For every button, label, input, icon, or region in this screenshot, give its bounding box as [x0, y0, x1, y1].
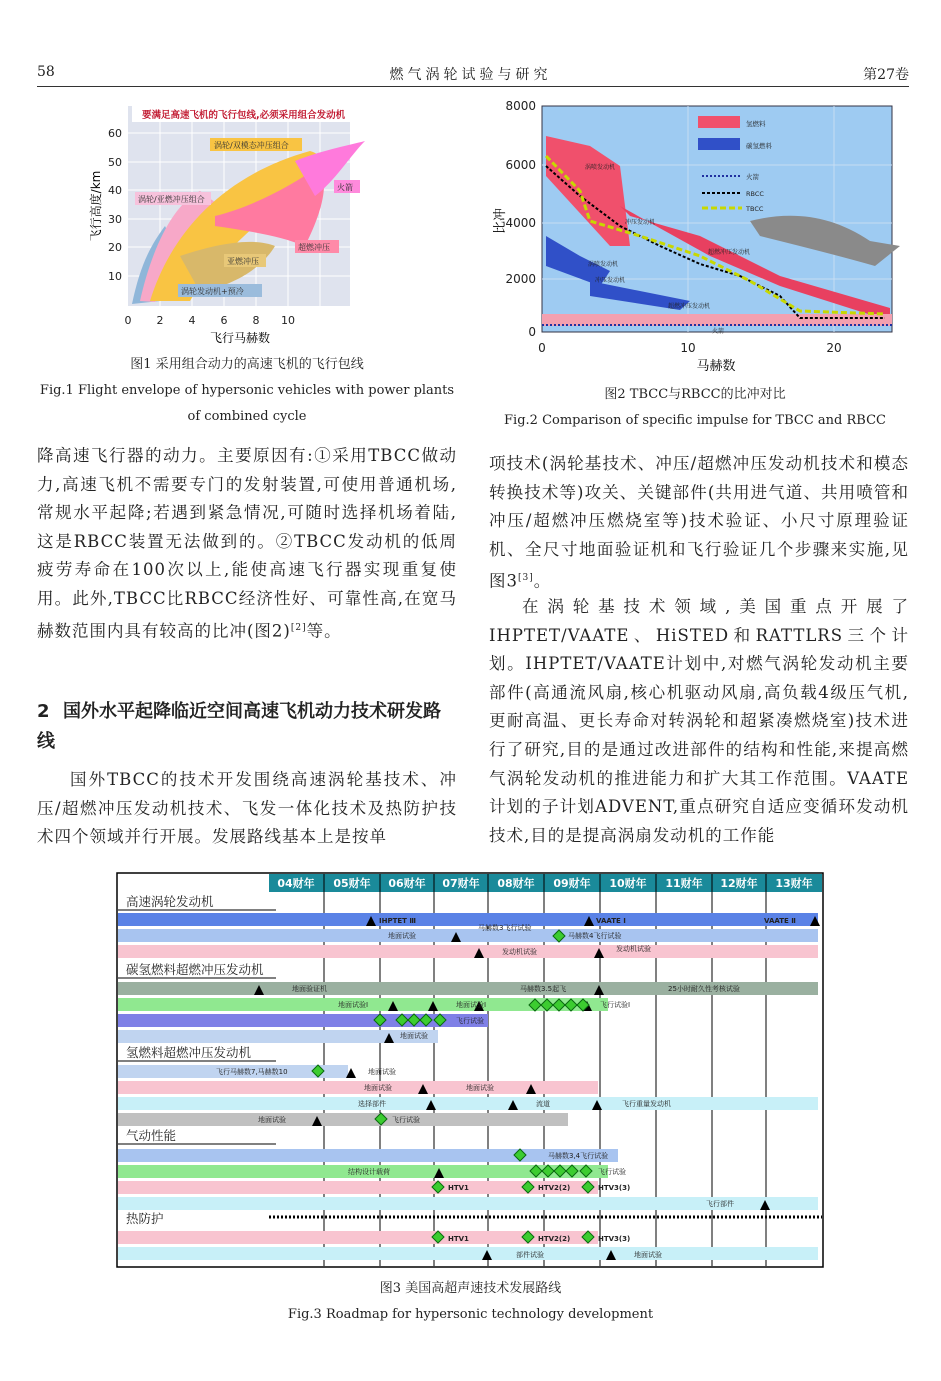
fig3-year: 11财年 — [665, 877, 703, 890]
fig2-legend-label: 火箭 — [746, 173, 759, 181]
fig1-ytick: 40 — [108, 184, 122, 197]
fig3-mach4: 马赫数4飞行试验 — [568, 932, 622, 940]
fig2-caption-cn: 图2 TBCC与RBCC的比冲对比 — [604, 387, 786, 402]
fig3-group-turbine: 高速涡轮发动机 — [126, 894, 214, 909]
fig3-year: 07财年 — [442, 877, 480, 890]
journal-title: 燃气涡轮试验与研究 — [389, 67, 552, 83]
fig3-dur25: 25小时耐久性考核试验 — [668, 985, 740, 993]
fig3-row-rattlrs — [118, 929, 818, 942]
fig3-mach34: 马赫数3,4飞行试验 — [548, 1152, 609, 1160]
fig1-label-precool: 涡轮发动机+预冷 — [181, 287, 244, 296]
fig3-sel-parts: 选择部件 — [358, 1100, 386, 1108]
fig1-ylabel: 飞行高度/km — [89, 170, 103, 242]
fig3-htv2: HTV2(2) — [538, 1184, 571, 1192]
fig1-xtick: 8 — [252, 314, 260, 327]
fig3-ground-t1: 地面试验Ⅰ — [338, 1001, 369, 1009]
fig3-htv2b: HTV2(2) — [538, 1235, 571, 1243]
fig3-flight-m7: 飞行马赫数7,马赫数10 — [216, 1068, 288, 1076]
fig1-xtick: 6 — [220, 314, 228, 327]
fig2-legend-label: RBCC — [746, 190, 764, 198]
fig3-flight-t1: 飞行试验Ⅰ — [600, 1001, 631, 1009]
fig1-ytick: 50 — [108, 156, 122, 169]
volume-label: 第27卷 — [863, 67, 909, 83]
fig2-label-turbojet2: 涡喷发动机 — [588, 261, 619, 268]
fig3-htv3: HTV3(3) — [598, 1184, 631, 1192]
left-p1-end: 等。 — [306, 621, 342, 641]
page-number: 58 — [37, 64, 55, 80]
fig3-ground-t4: 地面试验 — [466, 1084, 494, 1092]
fig1-xtick: 0 — [124, 314, 132, 327]
fig2-legend-label: TBCC — [746, 205, 764, 213]
fig2-label-ramjet2: 冲压发动机 — [595, 277, 626, 284]
fig3-flight-t: 飞行试验 — [456, 1017, 484, 1025]
fig2-xtick: 10 — [680, 341, 696, 355]
fig3-ground1: 地面试验 — [388, 932, 416, 940]
fig3-row-aero-1 — [118, 1149, 618, 1162]
fig3-year: 12财年 — [720, 877, 758, 890]
fig3-group-hc-scram: 碳氢燃料超燃冲压发动机 — [126, 962, 264, 977]
fig1-label-scram: 超燃冲压 — [298, 243, 330, 252]
fig3-ground-t2: 地面试验 — [368, 1068, 396, 1076]
fig1-label-rocket: 火箭 — [337, 183, 353, 192]
fig2-ytick: 0 — [528, 325, 536, 339]
fig2-legend-hc — [698, 138, 740, 150]
fig1-xticks — [125, 314, 296, 327]
fig3-flight-heavy: 飞行重量发动机 — [622, 1100, 671, 1108]
fig2-label-ramjet: 冲压发动机 — [625, 219, 656, 226]
fig1-flight-envelope — [80, 96, 380, 346]
fig3-engine-test2: 发动机试验 — [616, 945, 651, 953]
fig2-ytick: 6000 — [505, 158, 536, 172]
fig3-part-test: 部件试验 — [516, 1251, 544, 1259]
ref-3: [3] — [518, 573, 534, 584]
fig3-row-thermal-2 — [118, 1247, 818, 1260]
fig2-ylabel: 比冲 — [493, 207, 508, 235]
fig3-flowpath: 流道 — [536, 1100, 550, 1108]
fig1-yticks — [108, 127, 122, 283]
fig2-legend-label: 碳氢燃料 — [746, 142, 772, 150]
fig1-ytick: 20 — [108, 241, 122, 254]
fig3-flight-t3: 飞行试验 — [598, 1168, 626, 1176]
fig3-ground-t5: 地面试验 — [258, 1116, 286, 1124]
fig3-caption-en: Fig.3 Roadmap for hypersonic technology development — [287, 1307, 654, 1322]
section-title: 国外水平起降临近空间高速飞机动力技术研发路线 — [37, 701, 441, 752]
fig3-ground-demo: 地面验证机 — [292, 985, 327, 993]
fig2-xtick: 0 — [538, 341, 546, 355]
fig3-row-h2-4 — [118, 1113, 568, 1126]
fig3-year: 04财年 — [277, 877, 315, 890]
right-paragraph-1 — [489, 450, 909, 596]
fig3-year: 09财年 — [553, 877, 591, 890]
fig2-xticks — [538, 341, 841, 355]
fig3-mach3: 马赫数3飞行试验 — [478, 924, 532, 932]
right-paragraph-2 — [489, 593, 909, 850]
fig2-legend-label: 氢燃料 — [746, 120, 766, 128]
section-heading — [37, 697, 457, 757]
fig2-label-turbojet: 涡喷发动机 — [585, 164, 616, 171]
left-paragraph-1 — [37, 442, 457, 646]
fig3-year: 13财年 — [775, 877, 813, 890]
left-p2-text: 国外TBCC的技术开发围绕高速涡轮基技术、冲压/超燃冲压发动机技术、飞发一体化技术及热防护技术四个领域并行开展。发展路线基本上是按单 — [37, 770, 457, 847]
fig3-ground-t: 地面试验 — [400, 1032, 428, 1040]
fig3-row-hyfly2 — [118, 1014, 488, 1027]
fig1-xlabel: 飞行马赫数 — [209, 331, 271, 345]
fig2-ytick: 4000 — [505, 216, 536, 230]
fig2-ytick: 8000 — [505, 99, 536, 113]
fig3-year: 10财年 — [609, 877, 647, 890]
fig3-ground-t3: 地面试验 — [364, 1084, 392, 1092]
fig3-htv1: HTV1 — [448, 1184, 469, 1192]
fig3-engine-test: 发动机试验 — [502, 948, 537, 956]
fig1-xtick: 10 — [281, 314, 295, 327]
fig3-htv1b: HTV1 — [448, 1235, 469, 1243]
fig3-row-h2-2 — [118, 1081, 598, 1094]
fig3-row-histed — [118, 945, 818, 958]
fig1-ytick: 30 — [108, 213, 122, 226]
fig3-caption-cn: 图3 美国高超声速技术发展路线 — [379, 1281, 562, 1296]
fig3-struct: 结构设计载荷 — [348, 1168, 390, 1176]
left-paragraph-2 — [37, 766, 457, 852]
fig1-banner: 要满足高速飞机的飞行包线,必须采用组合发动机 — [142, 110, 346, 121]
fig2-label-scramjet: 超燃冲压发动机 — [708, 249, 751, 256]
fig3-vaate1: VAATE Ⅰ — [596, 917, 626, 925]
fig3-flight-parts: 飞行部件 — [706, 1200, 734, 1208]
fig2-yticks — [505, 99, 536, 339]
fig3-ground-t6: 地面试验 — [634, 1251, 662, 1259]
fig2-legend-h2 — [698, 116, 740, 128]
fig2-caption-en: Fig.2 Comparison of specific impulse for TBCC and RBCC — [504, 413, 886, 428]
fig3-group-thermal: 热防护 — [126, 1211, 164, 1226]
right-p2-text: 在涡轮基技术领域,美国重点开展了IHPTET/VAATE、HiSTED和RATTLRS三个计划。IHPTET/VAATE计划中,对燃气涡轮发动机主要部件(高通流风扇,核心机驱动风扇,高负载4级压气机,更耐高温、更长寿命对转涡轮和超紧凑燃烧室)技术进行了研究,目的是通过改进部件的结构和性能,来提高燃气涡轮发动机的推进能力和扩大其工作范围。VAATE计划的子计划ADVENT,重点研究自适应变循环发动机技术,目的是提高涡扇发动机的工作能 — [489, 597, 909, 845]
fig2-specific-impulse — [480, 96, 910, 376]
fig3-htv3b: HTV3(3) — [598, 1235, 631, 1243]
fig2-label-rocket: 火箭 — [712, 328, 725, 335]
fig3-roadmap — [116, 872, 826, 1270]
section-number: 2 — [37, 701, 50, 722]
fig3-group-aero: 气动性能 — [126, 1128, 177, 1143]
fig3-row-ihptet — [118, 913, 818, 926]
header-rule — [37, 86, 909, 87]
right-p1-end: 。 — [533, 571, 552, 591]
fig1-label-turbo-sub: 涡轮/亚燃冲压组合 — [138, 195, 205, 204]
left-p1-text: 降高速飞行器的动力。主要原因有:①采用TBCC做动力,高速飞机不需要专门的发射装置,可使用普通机场,常规水平起降;若遇到紧急情况,可随时选择机场着陆,这是RBCC装置无法做到的。②TBCC发动机的低周疲劳寿命在100次以上,能使高速飞行器实现重复使用。此外,TBCC比RBCC经济性好、可靠性高,在宽马赫数范围内具有较高的比冲(图2) — [37, 446, 457, 641]
fig2-label-scram2: 超燃冲压发动机 — [668, 303, 711, 310]
fig1-caption-cn: 图1 采用组合动力的高速飞机的飞行包线 — [130, 357, 364, 372]
fig3-vaate2: VAATE Ⅱ — [764, 917, 796, 925]
fig3-ihptet: IHPTET Ⅲ — [379, 917, 416, 925]
fig1-ytick: 10 — [108, 270, 122, 283]
fig1-ytick: 60 — [108, 127, 122, 140]
fig3-year: 06财年 — [388, 877, 426, 890]
fig3-ground-t1b: 地面试验Ⅰ — [456, 1001, 487, 1009]
ref-2: [2] — [290, 622, 307, 633]
fig1-xtick: 4 — [188, 314, 196, 327]
fig1-label-ram: 亚燃冲压 — [227, 257, 259, 266]
fig1-label-turbo-ram: 涡轮/双模态冲压组合 — [214, 141, 289, 150]
fig3-group-h2-scram: 氢燃料超燃冲压发动机 — [126, 1045, 252, 1060]
right-p1-text: 项技术(涡轮基技术、冲压/超燃冲压发动机技术和模态转换技术等)攻关、关键部件(共用进气道、共用喷管和冲压/超燃冲压燃烧室等)技术验证、小尺寸原理验证机、全尺寸地面验证机和飞行验证几个步骤来实施,见图3 — [489, 454, 909, 591]
fig2-xtick: 20 — [826, 341, 842, 355]
fig3-row-h2-3 — [118, 1097, 818, 1110]
fig3-mach35: 马赫数3.5起飞 — [520, 985, 567, 993]
fig3-flight-t2: 飞行试验 — [392, 1116, 420, 1124]
fig3-year: 08财年 — [497, 877, 535, 890]
fig2-xlabel: 马赫数 — [696, 359, 736, 374]
fig1-caption-en: Fig.1 Flight envelope of hypersonic vehicles with power plants of combined cycle — [39, 383, 455, 424]
fig3-year: 05财年 — [333, 877, 371, 890]
fig2-ytick: 2000 — [505, 272, 536, 286]
fig1-xtick: 2 — [156, 314, 164, 327]
